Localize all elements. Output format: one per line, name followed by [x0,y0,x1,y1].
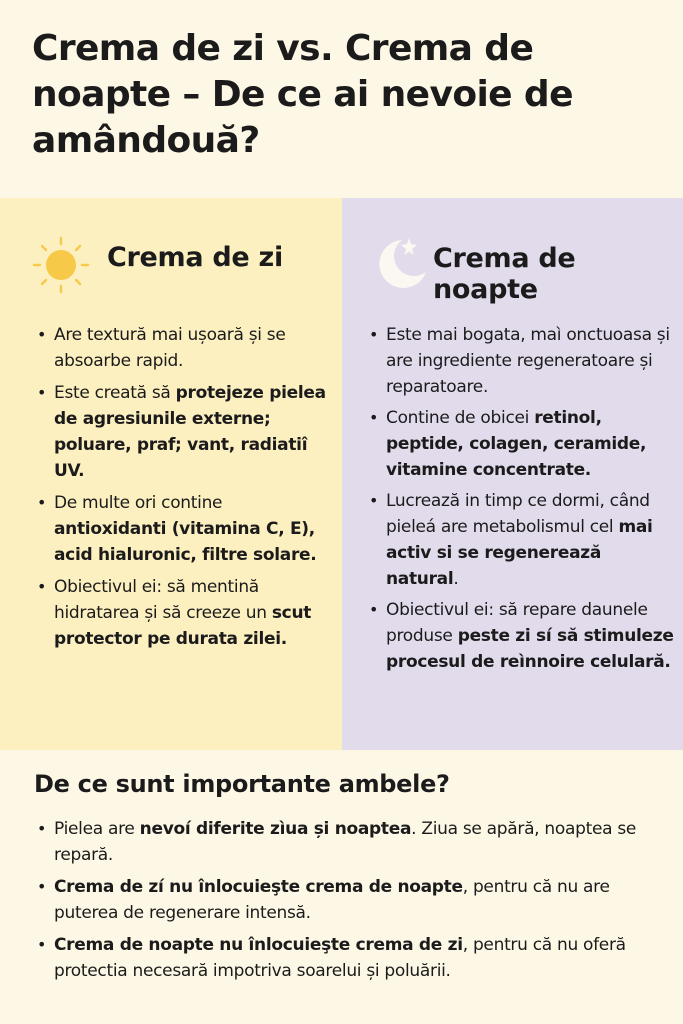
text: Contine de obicei [386,408,535,428]
bold-text: scut protector pe durata zilei. [54,603,312,649]
text: Pielea are [54,819,140,839]
sun-icon [30,234,92,296]
list-item [34,816,674,868]
list-item [34,380,334,484]
list-item [34,874,674,926]
night-cream-list [366,322,676,680]
night-cream-column [342,198,683,750]
why-both-list [34,816,674,990]
list-item [366,597,676,675]
bold-text: Crema de noapte nu înlocuieşte crema de zi [54,935,463,955]
why-both-heading: De ce sunt importante ambele? [34,770,450,798]
list-item [366,488,676,592]
text: Obiectivul ei: să mentină hidratarea și să creeze un [54,577,272,623]
list-item [34,574,334,652]
bold-text: nevoí diferite zìua și noaptea [139,819,412,839]
text: Este mai bogata, maì onctuoasa și are ingrediente regeneratoare și reparatoare. [386,325,670,397]
text: , pentru că nu are puterea de regenerare intensă. [54,877,610,923]
bold-text: Crema de zí nu înlocuieşte crema de noapte [54,877,463,897]
text: Obiectivul ei: să repare daunele produse [386,600,648,646]
text: . Ziua se apără, noaptea se repară. [54,819,637,865]
list-item [366,322,676,400]
text: Are textură mai ușoară și se absoarbe rapid. [54,325,286,371]
text: , pentru că nu oferă protectia necesară impotriva soarelui și poluării. [54,935,626,981]
bold-text: mai activ si se regenerează natural [386,517,653,589]
text: Este creată să [54,383,176,403]
comparison-columns [0,198,683,750]
bold-text: peste zi sí să stimuleze procesul de reìnnoire celulară. [386,626,674,672]
bold-text: antioxidanti (vitamina C, E), acid hialuronic, filtre solare. [54,519,317,565]
day-cream-column [0,198,342,750]
list-item [34,932,674,984]
day-cream-list [34,322,334,658]
text: . [453,569,459,589]
bold-text: protejeze pielea de agresiunile externe; poluare, praf; vant, radiatiî UV. [54,383,326,481]
bold-text: retinol, peptide, colagen, ceramide, vitamine concentrate. [386,408,647,480]
list-item [366,405,676,483]
text: Lucrează in timp ce dormi, când pieleá are metabolismul cel [386,491,650,537]
moon-star-icon [372,234,432,294]
day-cream-heading: Crema de zi [107,242,283,273]
list-item [34,490,334,568]
page-title: Crema de zi vs. Crema de noapte – De ce ai nevoie de amândouă? [32,28,573,161]
list-item [34,322,334,374]
night-cream-heading: Crema de noapte [433,243,576,305]
text: De multe ori contine [54,493,223,513]
